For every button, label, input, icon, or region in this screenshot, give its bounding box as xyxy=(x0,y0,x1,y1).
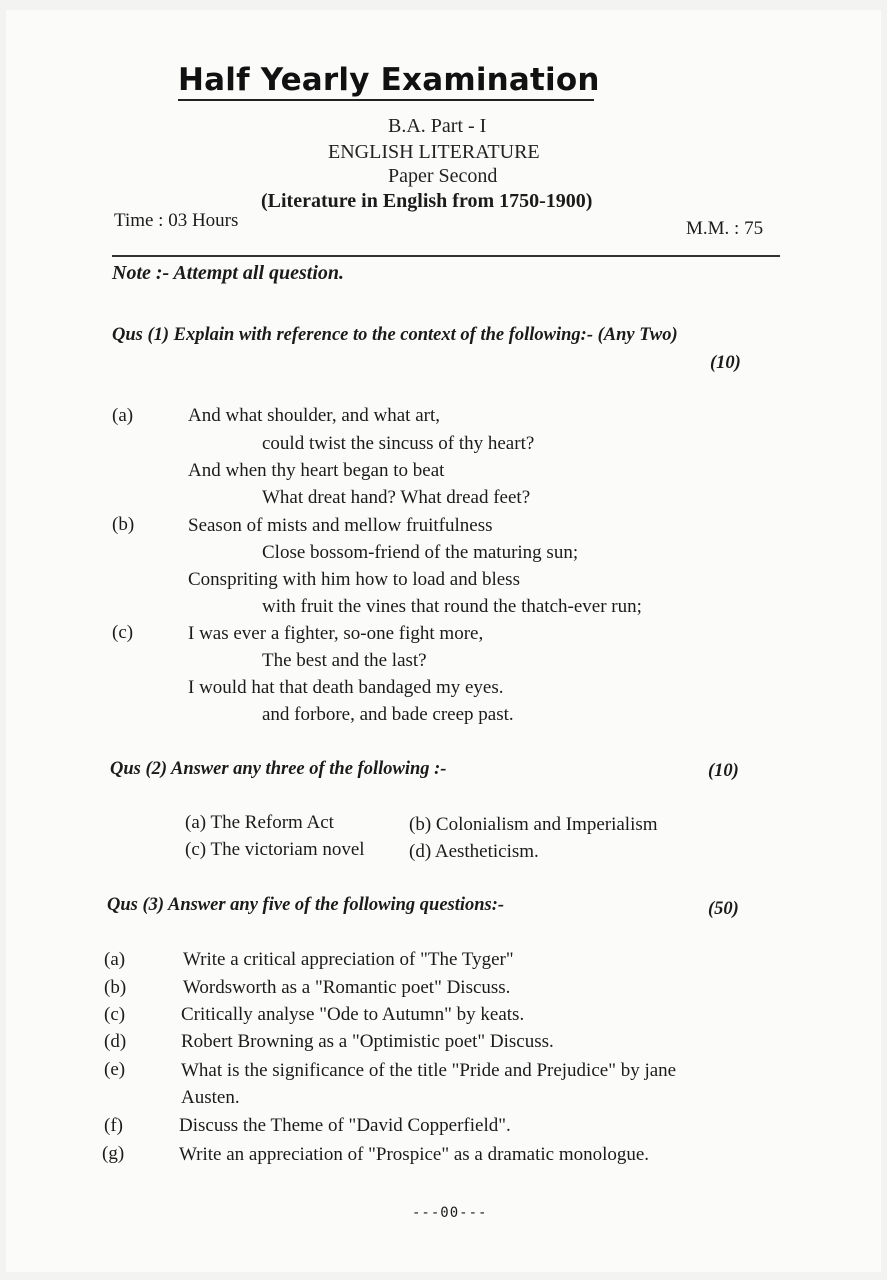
q3-item-label: (d) xyxy=(104,1031,127,1052)
question-3-marks: (50) xyxy=(708,899,739,919)
verse-line: Season of mists and mellow fruitfulness xyxy=(188,515,493,536)
verse-line: And when thy heart began to beat xyxy=(188,460,445,481)
q3-item-text: Critically analyse "Ode to Autumn" by keats. xyxy=(181,1004,525,1025)
instruction-note: Note :- Attempt all question. xyxy=(112,262,345,284)
verse-line: with fruit the vines that round the thatch-ever run; xyxy=(262,596,642,617)
q3-item-text: Robert Browning as a "Optimistic poet" Discuss. xyxy=(181,1031,554,1052)
verse-line: I was ever a fighter, so-one fight more, xyxy=(188,623,484,644)
verse-line: What dreat hand? What dread feet? xyxy=(262,487,531,508)
exam-title: Half Yearly Examination xyxy=(178,62,600,98)
verse-line: The best and the last? xyxy=(262,650,427,671)
q3-item-text: Discuss the Theme of "David Copperfield". xyxy=(179,1115,511,1136)
max-marks-label: M.M. : 75 xyxy=(686,218,764,239)
verse-line: And what shoulder, and what art, xyxy=(188,405,440,426)
paper-label: Paper Second xyxy=(388,165,498,187)
question-1-prompt: Qus (1) Explain with reference to the context of the following:- (Any Two) xyxy=(112,325,678,345)
q3-item-label: (a) xyxy=(104,949,126,970)
q3-item-label: (e) xyxy=(104,1059,126,1080)
end-marker: ---00--- xyxy=(412,1205,488,1221)
q3-item-label: (f) xyxy=(104,1115,123,1136)
time-label: Time : 03 Hours xyxy=(114,210,239,231)
course-label: (Literature in English from 1750-1900) xyxy=(261,190,593,212)
option-item: (d) Aestheticism. xyxy=(409,841,539,862)
q3-item-text-cont: Austen. xyxy=(181,1087,240,1108)
header-divider xyxy=(112,255,780,257)
verse-line: Conspriting with him how to load and bless xyxy=(188,569,520,590)
question-1-marks: (10) xyxy=(710,353,741,373)
q3-item-text: Write a critical appreciation of "The Tyger" xyxy=(183,949,514,970)
question-2-prompt: Qus (2) Answer any three of the following :- xyxy=(110,759,447,779)
q3-item-text: Write an appreciation of "Prospice" as a dramatic monologue. xyxy=(179,1144,650,1165)
verse-line: and forbore, and bade creep past. xyxy=(262,704,514,725)
q1-part-label: (c) xyxy=(112,622,134,643)
q3-item-text: Wordsworth as a "Romantic poet" Discuss. xyxy=(183,977,511,998)
q1-part-label: (b) xyxy=(112,514,135,535)
q1-part-label: (a) xyxy=(112,405,134,426)
verse-line: I would hat that death bandaged my eyes. xyxy=(188,677,504,698)
title-underline xyxy=(178,99,594,101)
option-item: (b) Colonialism and Imperialism xyxy=(409,814,658,835)
question-3-prompt: Qus (3) Answer any five of the following questions:- xyxy=(107,895,505,915)
verse-line: could twist the sincuss of thy heart? xyxy=(262,433,535,454)
q3-item-text: What is the significance of the title "Pride and Prejudice" by jane xyxy=(181,1060,677,1081)
subject-label: ENGLISH LITERATURE xyxy=(328,141,540,163)
verse-line: Close bossom-friend of the maturing sun; xyxy=(262,542,579,563)
q3-item-label: (g) xyxy=(102,1143,125,1164)
question-2-marks: (10) xyxy=(708,761,739,781)
option-item: (c) The victoriam novel xyxy=(185,839,365,860)
q3-item-label: (c) xyxy=(104,1004,126,1025)
option-item: (a) The Reform Act xyxy=(185,812,334,833)
q3-item-label: (b) xyxy=(104,977,127,998)
class-label: B.A. Part - I xyxy=(388,115,487,137)
